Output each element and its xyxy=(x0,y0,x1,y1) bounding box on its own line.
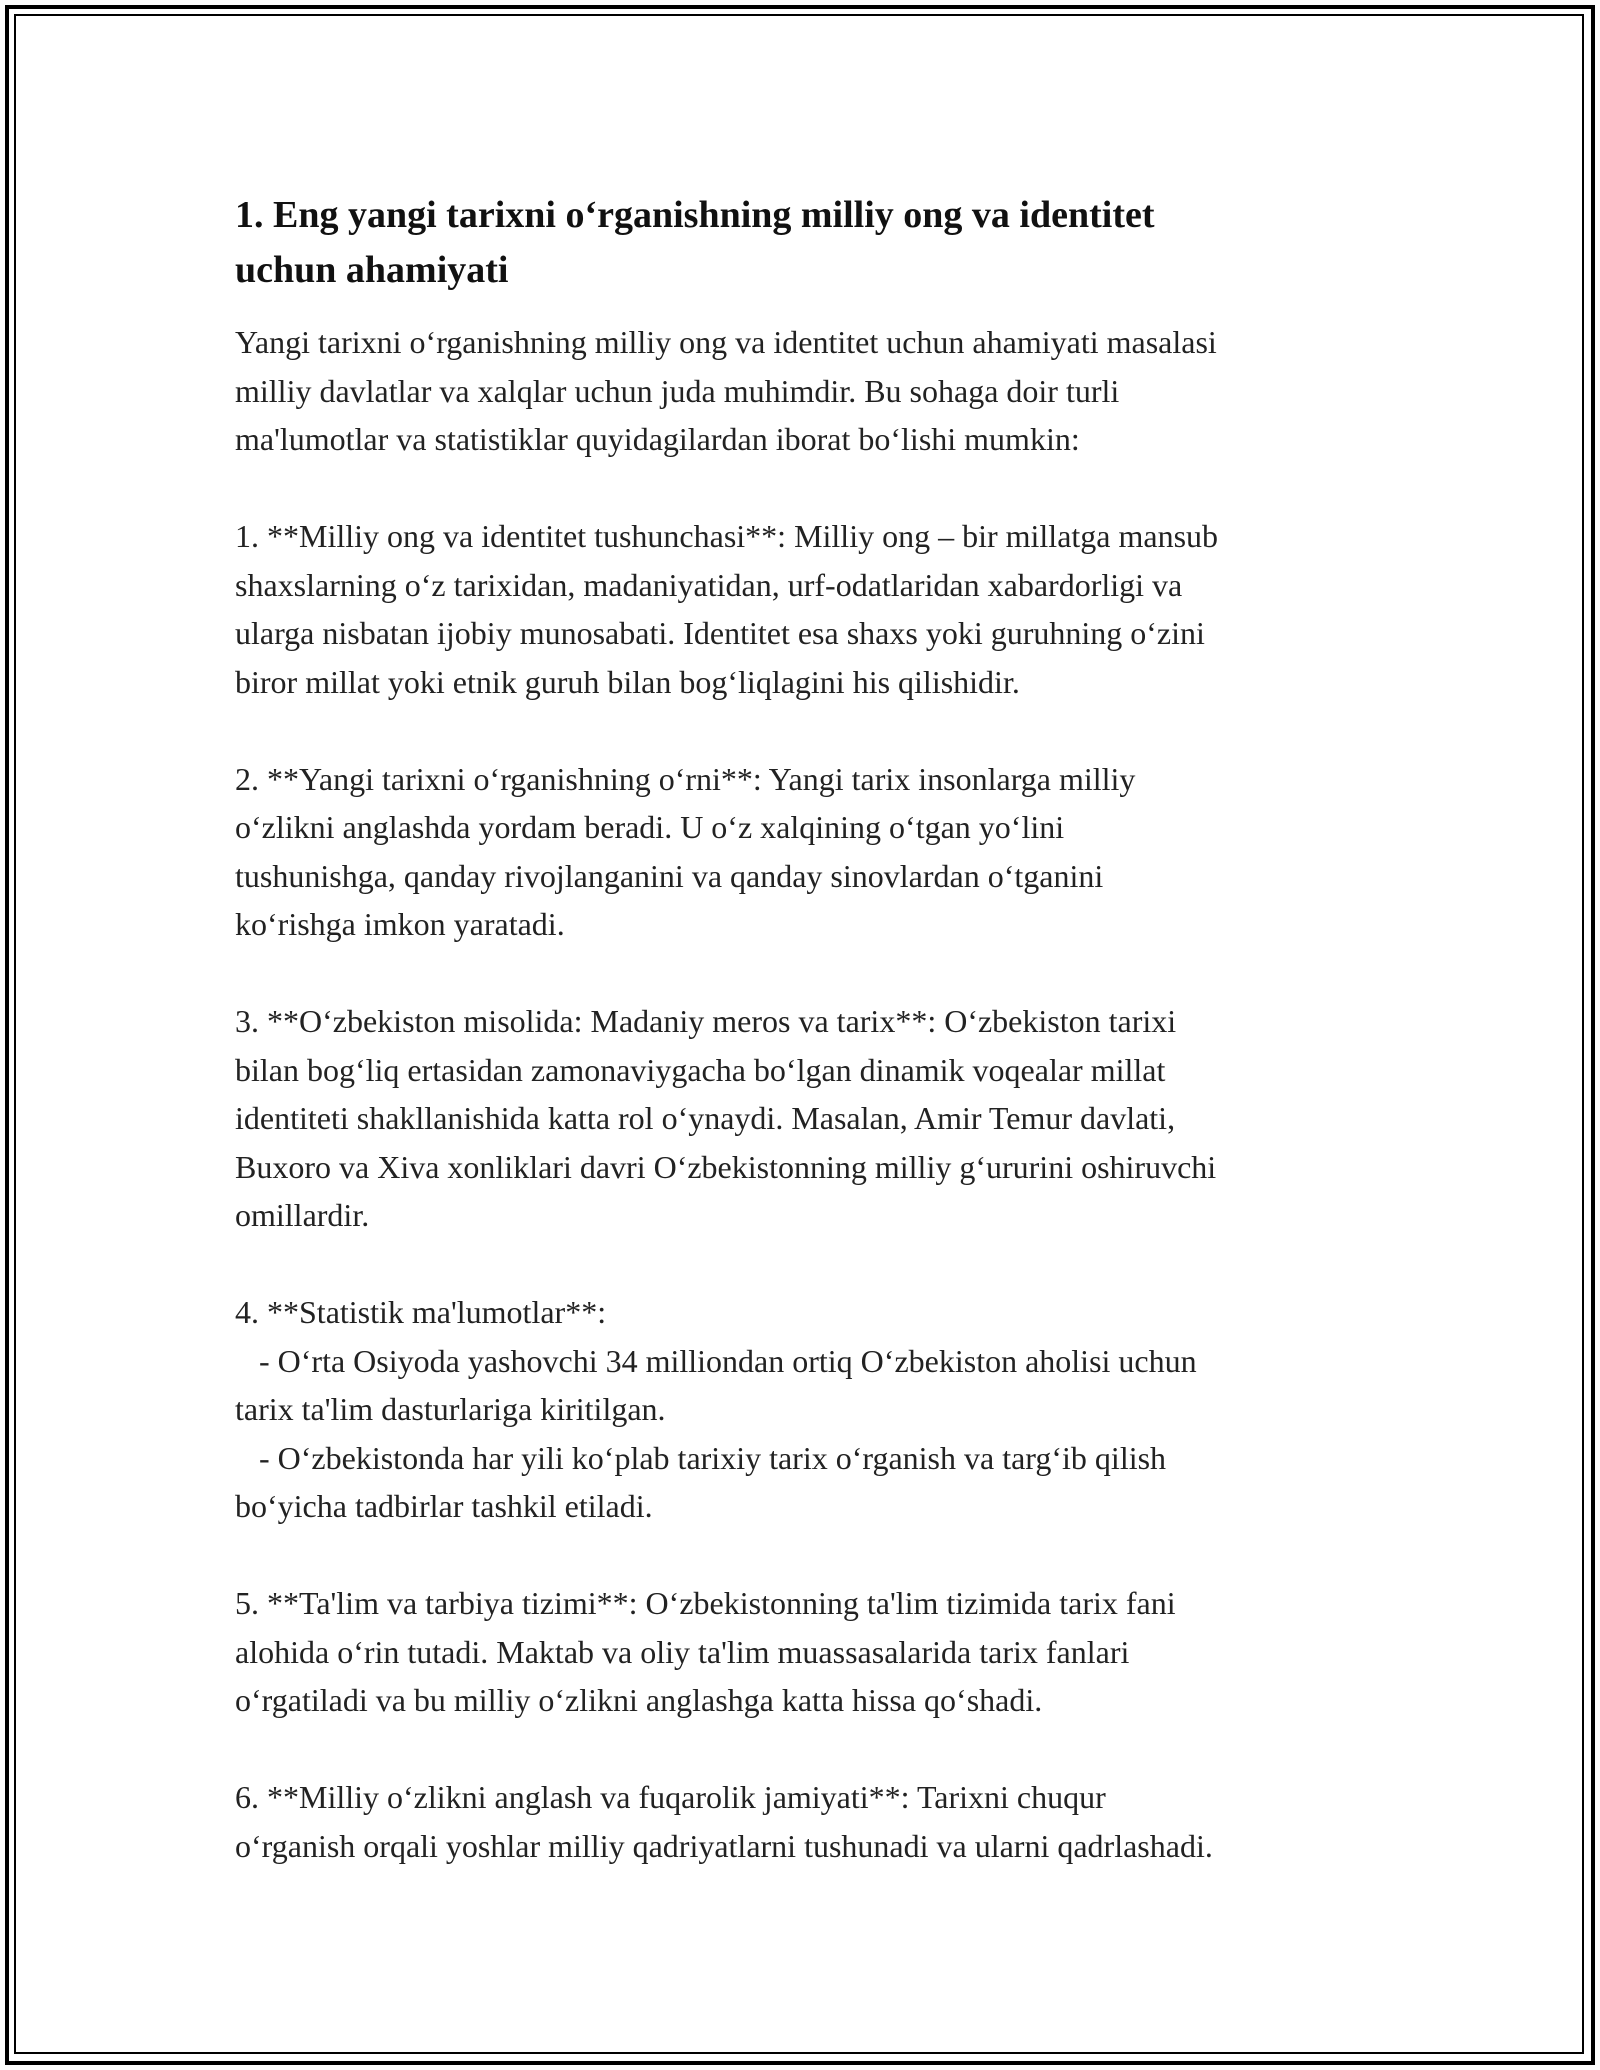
list-item-3 xyxy=(235,997,1375,1240)
text-line: o‘rgatiladi va bu milliy o‘zlikni anglashga katta hissa qo‘shadi. xyxy=(235,1682,1043,1718)
list-item-5 xyxy=(235,1579,1375,1725)
text-line: bilan bog‘liq ertasidan zamonaviygacha bo‘lgan dinamik voqealar millat xyxy=(235,1051,1166,1088)
text-line: ularga nisbatan ijobiy munosabati. Identitet esa shaxs yoki guruhning o‘zini xyxy=(235,615,1205,651)
list-item-6 xyxy=(235,1773,1375,1870)
text-line: 2. **Yangi tarixni o‘rganishning o‘rni**: Yangi tarix insonlarga milliy xyxy=(235,760,1136,797)
text-line: biror millat yoki etnik guruh bilan bog‘liqlagini his qilishidir. xyxy=(235,663,1020,700)
text-line: bo‘yicha tadbirlar tashkil etiladi. xyxy=(235,1488,653,1524)
text-line: Yangi tarixni o‘rganishning milliy ong va identitet uchun ahamiyati masalasi xyxy=(235,324,1217,360)
text-line: 6. **Milliy o‘zlikni anglash va fuqarolik jamiyati**: Tarixni chuqur xyxy=(235,1779,1106,1815)
list-item-4 xyxy=(235,1288,1375,1531)
title-line: uchun ahamiyati xyxy=(235,249,509,291)
text-line: alohida o‘rin tutadi. Maktab va oliy ta'lim muassasalarida tarix fanlari xyxy=(235,1633,1130,1670)
text-line: 5. **Ta'lim va tarbiya tizimi**: O‘zbekistonning ta'lim tizimida tarix fani xyxy=(235,1585,1176,1621)
text-line: tushunishga, qanday rivojlanganini va qanday sinovlardan o‘tganini xyxy=(235,857,1104,894)
text-line: milliy davlatlar va xalqlar uchun juda muhimdir. Bu sohaga doir turli xyxy=(235,372,1120,409)
text-line: omillardir. xyxy=(235,1197,370,1233)
text-line: shaxslarning o‘z tarixidan, madaniyatidan, urf-odatlaridan xabardorligi va xyxy=(235,566,1183,603)
text-line: - O‘zbekistonda har yili ko‘plab tarixiy tarix o‘rganish va targ‘ib qilish xyxy=(235,1439,1167,1476)
document-title xyxy=(235,188,1315,298)
text-line: o‘zlikni anglashda yordam beradi. U o‘z xalqining o‘tgan yo‘lini xyxy=(235,809,1065,845)
text-line: ma'lumotlar va statistiklar quyidagilardan iborat bo‘lishi mumkin: xyxy=(235,421,1080,457)
text-line: 1. **Milliy ong va identitet tushunchasi**: Milliy ong – bir millatga mansub xyxy=(235,518,1219,554)
text-line: tarix ta'lim dasturlariga kiritilgan. xyxy=(235,1391,666,1427)
title-line: 1. Eng yangi tarixni o‘rganishning milliy ong va identitet xyxy=(235,194,1155,236)
list-item-2 xyxy=(235,755,1375,949)
text-line: - O‘rta Osiyoda yashovchi 34 milliondan ortiq O‘zbekiston aholisi uchun xyxy=(235,1342,1197,1379)
text-line: Buxoro va Xiva xonliklari davri O‘zbekistonning milliy g‘ururini oshiruvchi xyxy=(235,1148,1217,1185)
list-item-1 xyxy=(235,512,1375,706)
text-line: o‘rganish orqali yoshlar milliy qadriyatlarni tushunadi va ularni qadrlashadi. xyxy=(235,1827,1213,1864)
text-line: 3. **O‘zbekiston misolida: Madaniy meros va tarix**: O‘zbekiston tarixi xyxy=(235,1003,1177,1039)
intro-paragraph xyxy=(235,318,1375,464)
text-line: 4. **Statistik ma'lumotlar**: xyxy=(235,1294,607,1330)
text-line: ko‘rishga imkon yaratadi. xyxy=(235,906,565,942)
text-line: identiteti shakllanishida katta rol o‘ynaydi. Masalan, Amir Temur davlati, xyxy=(235,1100,1176,1136)
document-body xyxy=(235,188,1375,1870)
